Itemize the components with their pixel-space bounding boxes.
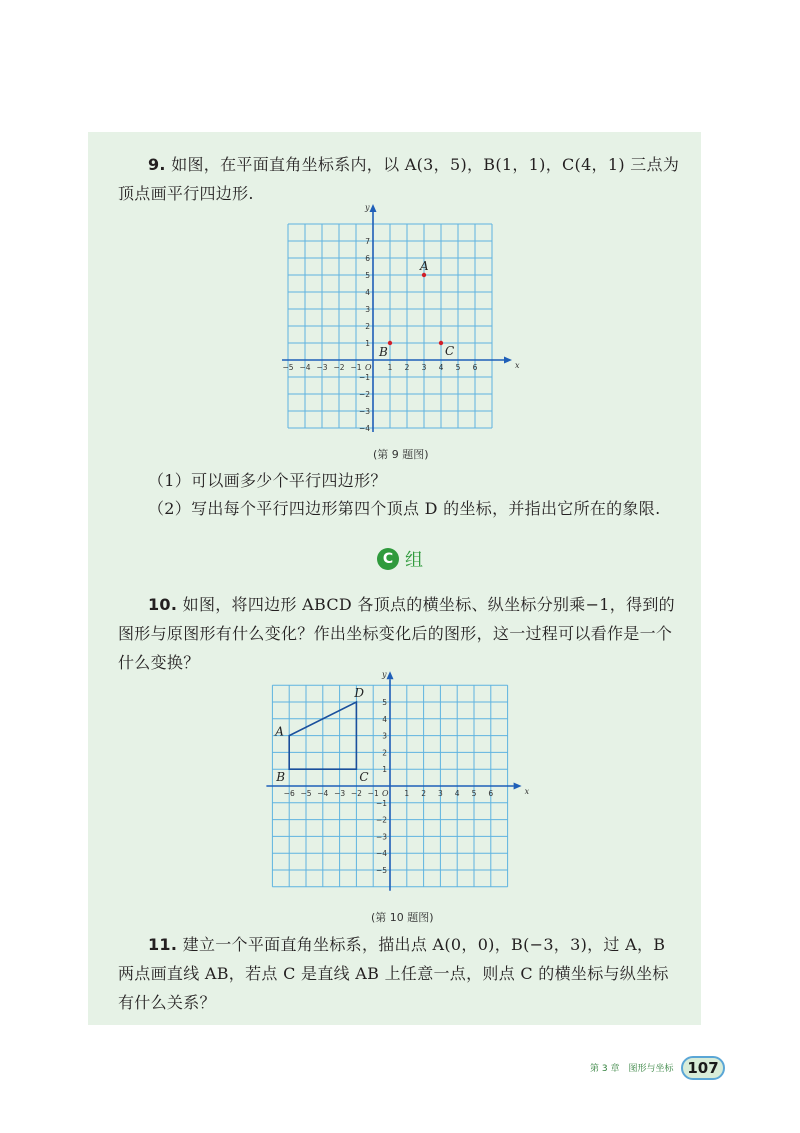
x-tick-label: 5 (455, 363, 461, 372)
question-10-number: 10. (148, 595, 178, 614)
x-tick-label: 2 (421, 789, 426, 798)
origin-label: O (382, 789, 389, 798)
y-tick-label: −4 (375, 849, 387, 859)
question-9-part-1: （1）可以画多少个平行四边形？ (148, 471, 387, 490)
x-tick-label: −4 (299, 363, 311, 372)
y-tick-label: 4 (365, 288, 370, 297)
vertex-d-label: D (354, 686, 365, 700)
origin-label: O (365, 363, 372, 372)
question-10 (118, 590, 683, 680)
x-tick-label: −3 (316, 363, 328, 372)
x-tick-label: 1 (387, 363, 393, 372)
y-tick-label: 7 (365, 237, 370, 246)
chapter-footer: 第 3 章 图形与坐标 (590, 1064, 674, 1074)
x-tick-label: −5 (282, 363, 294, 372)
y-tick-label: −2 (375, 815, 387, 825)
x-tick-label: −5 (300, 789, 312, 798)
y-tick-label: 5 (365, 271, 370, 280)
question-9 (118, 150, 683, 208)
point-c (439, 341, 443, 345)
x-axis-arrow (504, 357, 512, 364)
figure-9-caption: (第 9 题图) (373, 448, 429, 461)
point-b-label: B (379, 345, 388, 359)
vertex-a-label: A (275, 724, 284, 739)
x-tick-label: −4 (317, 789, 329, 798)
group-c-label: 组 (405, 550, 423, 571)
page-number: 107 (681, 1056, 725, 1080)
y-tick-label: 3 (382, 731, 387, 741)
y-tick-label: −1 (358, 373, 370, 382)
question-9-text: 如图，在平面直角坐标系内，以 A(3，5)，B(1，1)，C(4，1) 三点为顶点画平行四边形. (118, 155, 680, 203)
y-tick-label: 2 (382, 748, 387, 758)
question-11-text: 建立一个平面直角坐标系，描出点 A(0，0)，B(−3，3)，过 A，B 两点画直线 AB，若点 C 是直线 AB 上任意一点，则点 C 的横坐标与纵坐标有什么关系？ (118, 935, 669, 1012)
x-tick-label: −3 (334, 789, 346, 798)
y-tick-label: 2 (365, 322, 370, 331)
y-tick-label: 1 (382, 765, 387, 775)
vertex-c-label: C (359, 770, 369, 785)
question-9-number: 9. (148, 155, 166, 174)
y-axis-label: y (382, 670, 387, 680)
group-c-heading (377, 547, 423, 571)
x-tick-label: −1 (350, 363, 362, 372)
figure-10-caption: (第 10 题图) (371, 911, 434, 924)
y-axis-arrow (387, 671, 394, 679)
point-b (388, 341, 392, 345)
vertex-b-label: B (276, 770, 286, 785)
x-tick-label: 4 (454, 789, 460, 798)
y-tick-label: −5 (375, 866, 387, 875)
y-tick-label: −2 (358, 390, 370, 399)
y-tick-label: −4 (358, 424, 370, 433)
x-tick-label: 1 (404, 789, 410, 798)
figure-10-coordinate-grid (266, 670, 536, 900)
figure-9-coordinate-grid (280, 203, 520, 438)
x-tick-label: −2 (350, 789, 362, 798)
x-axis-arrow (514, 783, 522, 790)
point-a (422, 273, 426, 277)
question-10-text: 如图，将四边形 ABCD 各顶点的横坐标、纵坐标分别乘−1，得到的图形与原图形有什么变化？作出坐标变化后的图形，这一过程可以看作是一个什么变换？ (118, 595, 675, 672)
x-tick-label: 6 (472, 363, 478, 372)
question-11-number: 11. (148, 935, 178, 954)
x-tick-label: 6 (488, 789, 494, 798)
question-11 (118, 930, 683, 1017)
y-tick-label: 6 (365, 254, 370, 263)
x-tick-label: 2 (404, 363, 410, 372)
x-tick-label: 4 (438, 363, 444, 372)
question-9-part-2: （2）写出每个平行四边形第四个顶点 D 的坐标，并指出它所在的象限. (148, 499, 661, 518)
y-tick-label: 4 (382, 714, 387, 724)
y-tick-label: 5 (382, 698, 387, 707)
y-tick-label: 3 (365, 305, 370, 314)
x-tick-label: −1 (367, 789, 379, 798)
x-tick-label: −6 (283, 789, 295, 798)
x-axis-label: x (515, 361, 520, 370)
y-axis-label: y (365, 203, 370, 212)
x-tick-label: 3 (421, 363, 427, 372)
x-tick-label: 5 (471, 789, 477, 798)
group-c-badge: C (377, 548, 399, 570)
point-c-label: C (445, 344, 455, 358)
x-tick-label: −2 (333, 363, 345, 372)
y-tick-label: 1 (365, 339, 370, 348)
y-tick-label: −1 (375, 798, 387, 808)
point-a-label: A (420, 259, 429, 273)
x-tick-label: 3 (438, 789, 443, 798)
y-tick-label: −3 (375, 832, 387, 842)
x-axis-label: x (524, 787, 530, 796)
y-tick-label: −3 (358, 407, 370, 416)
